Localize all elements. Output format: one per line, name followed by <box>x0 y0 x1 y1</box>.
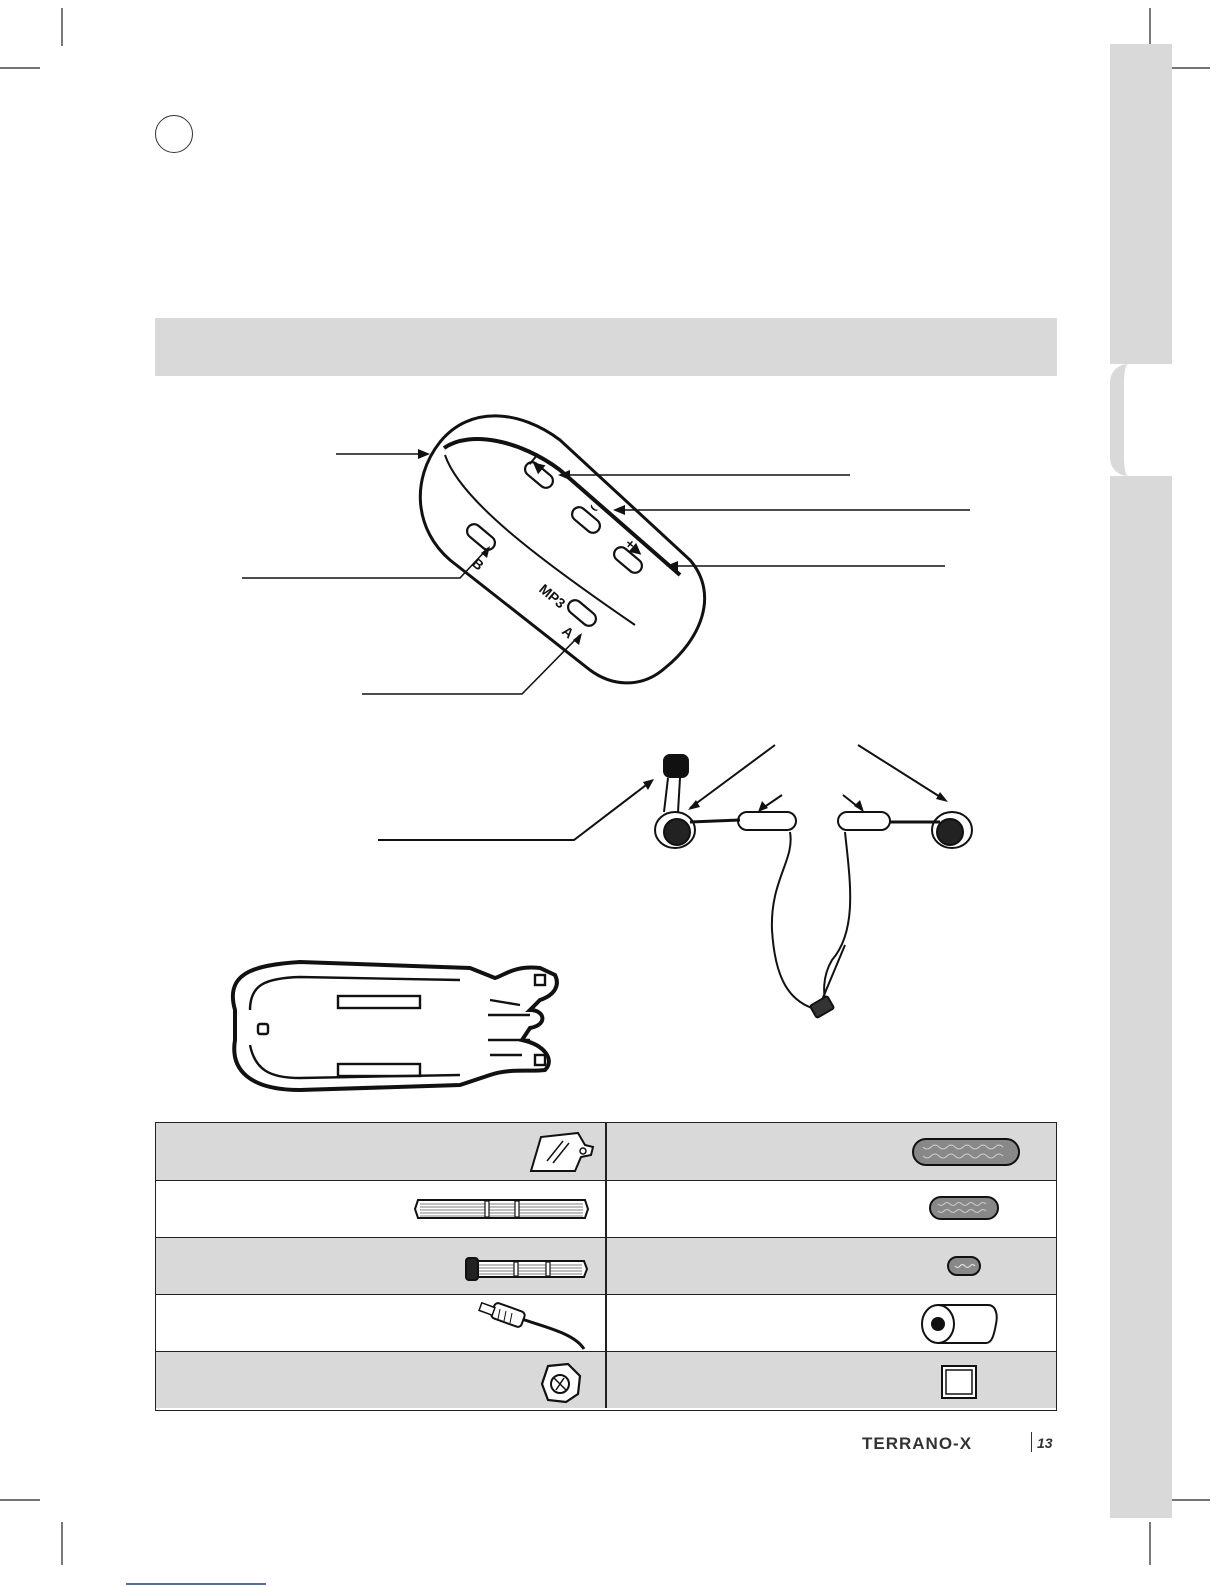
brand-logo: TERRANO-X <box>862 1434 973 1453</box>
clip-icon <box>523 1127 603 1177</box>
cable-holder-icon <box>538 1360 584 1404</box>
footer-divider <box>1031 1432 1032 1452</box>
table-row <box>156 1237 1056 1294</box>
svg-text:+▶: +▶ <box>622 535 647 560</box>
table-column-divider <box>605 1352 607 1408</box>
velcro-pad-large-icon <box>911 1137 1021 1167</box>
adhesive-pad-icon <box>941 1365 977 1399</box>
page-number: 13 <box>1037 1435 1053 1451</box>
table-row <box>156 1180 1056 1237</box>
remote-label-a: A <box>559 622 578 642</box>
table-column-divider <box>605 1181 607 1237</box>
svg-text:I◀: I◀ <box>526 453 548 475</box>
charger-cable-icon <box>474 1297 589 1351</box>
microphone-foam-icon <box>918 1301 998 1347</box>
footer-link-underline <box>126 1583 266 1585</box>
table-row <box>156 1351 1056 1408</box>
velcro-pad-medium-icon <box>928 1195 1000 1221</box>
remote-label-mp3: MP3 <box>536 580 569 612</box>
table-row <box>156 1123 1056 1180</box>
velcro-strap-icon <box>414 1198 589 1220</box>
velcro-pad-small-icon <box>946 1255 982 1277</box>
remote-label-b: B <box>469 554 488 574</box>
svg-text:⌣: ⌣ <box>586 498 604 517</box>
table-row <box>156 1294 1056 1351</box>
table-column-divider <box>605 1123 607 1180</box>
buckle-strap-icon <box>464 1257 589 1281</box>
parts-table <box>155 1122 1057 1411</box>
table-column-divider <box>605 1238 607 1294</box>
table-column-divider <box>605 1295 607 1351</box>
